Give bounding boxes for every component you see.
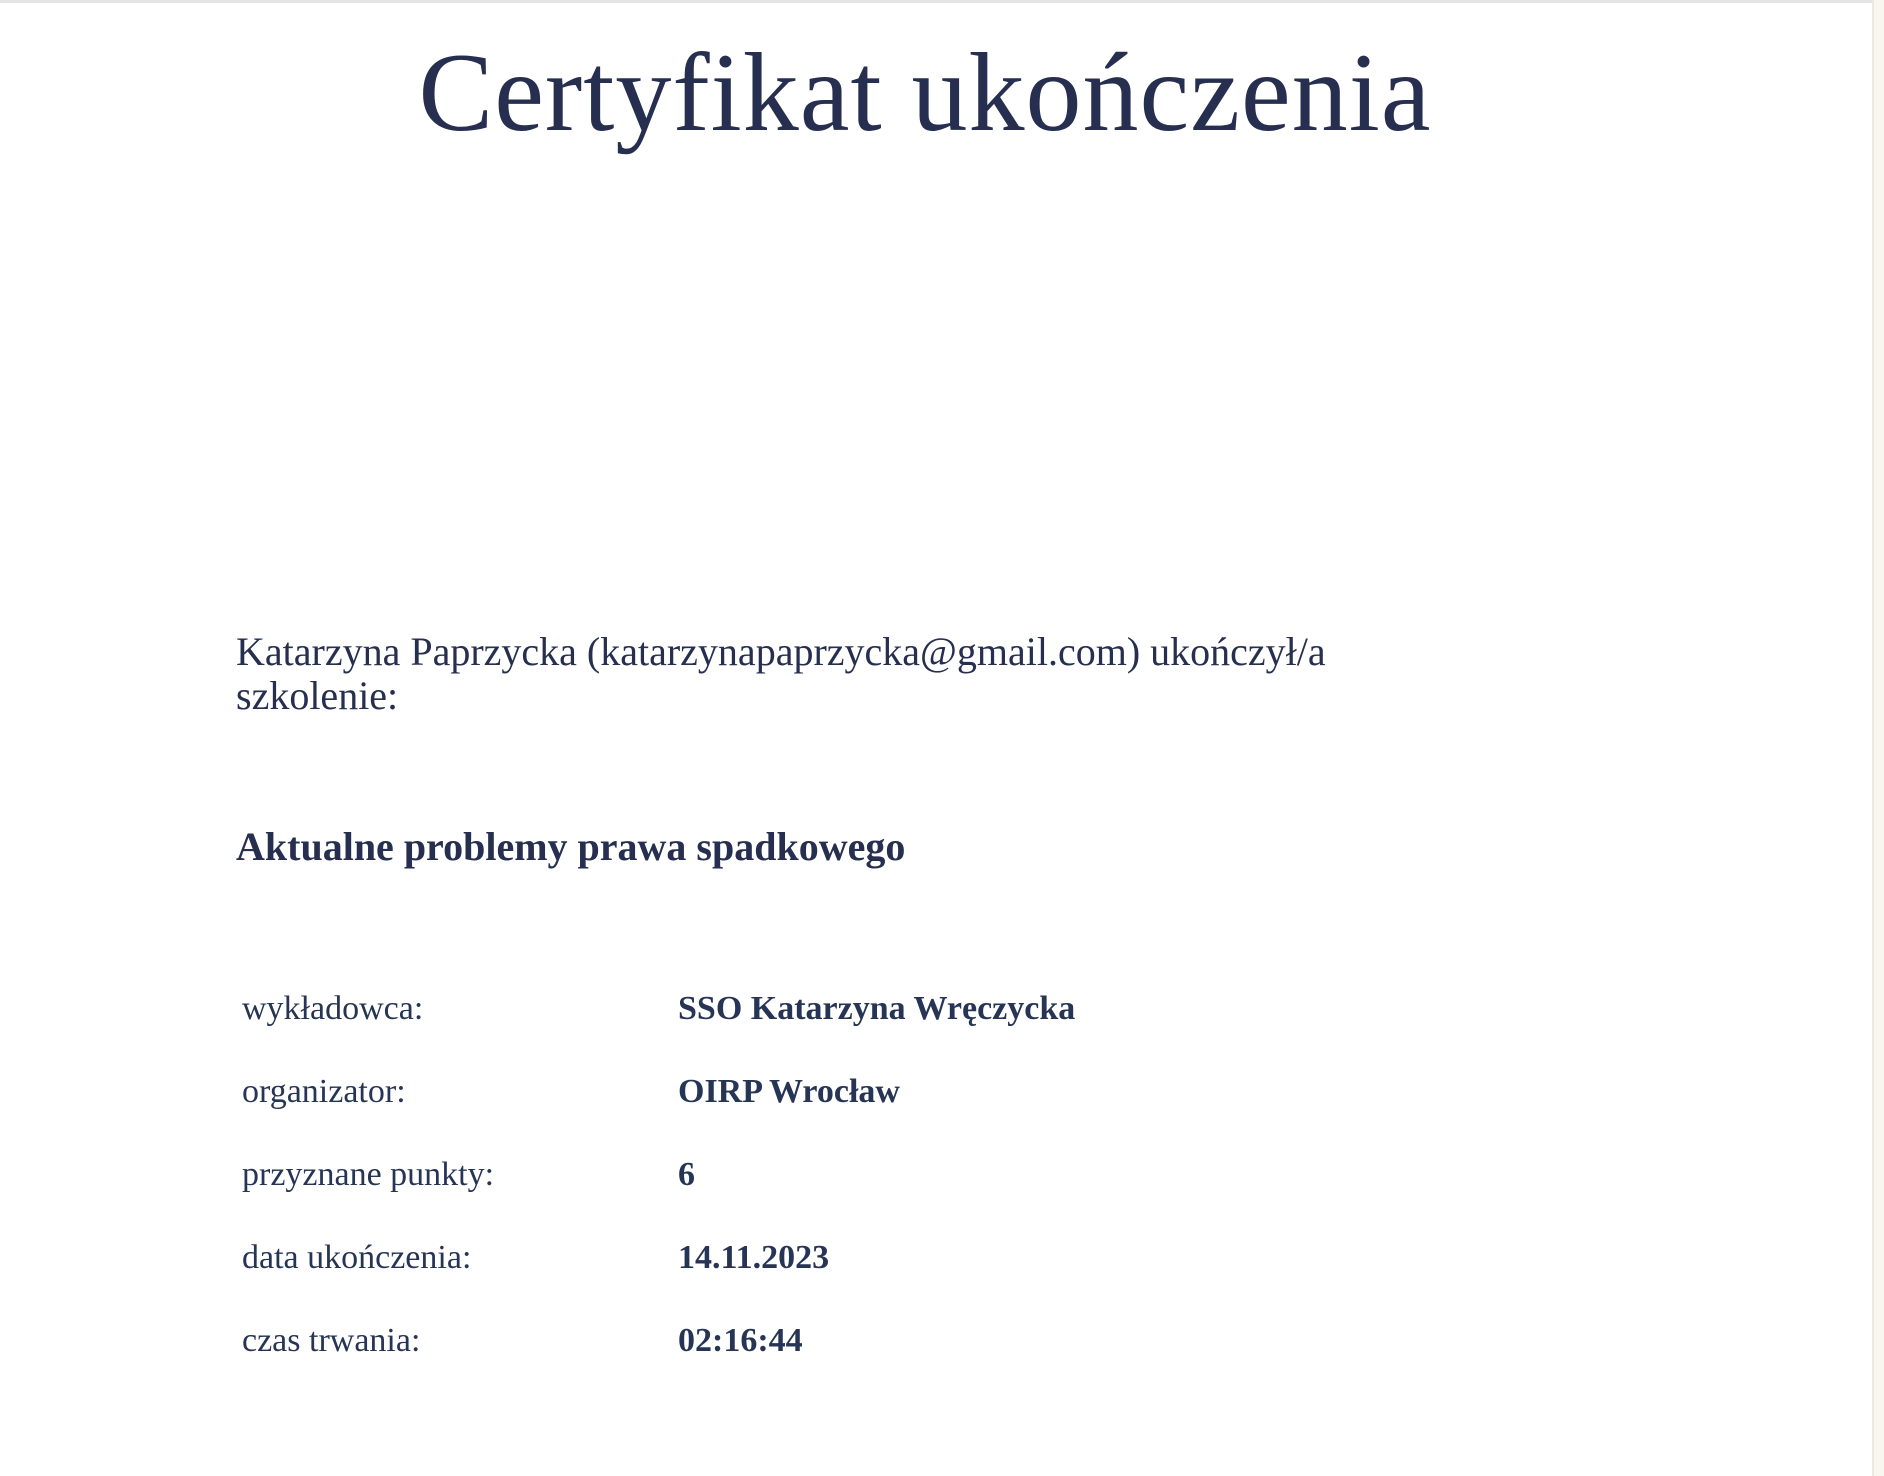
organizer-label: organizator: (242, 1073, 406, 1110)
detail-row-completion-date (242, 1239, 1342, 1322)
lecturer-value: SSO Katarzyna Wręczycka (678, 990, 1076, 1027)
top-border (0, 0, 1884, 3)
completion-date-value: 14.11.2023 (678, 1239, 830, 1276)
completion-statement: Katarzyna Paprzycka (katarzynapaprzycka@gmail.com) ukończył/a szkolenie: (236, 629, 1326, 718)
detail-row-points (242, 1156, 1342, 1239)
details-table (242, 990, 1342, 1405)
points-label: przyznane punkty: (242, 1156, 495, 1193)
duration-value: 02:16:44 (678, 1322, 803, 1359)
page-edge (1872, 0, 1884, 1476)
points-value: 6 (678, 1156, 695, 1193)
course-name: Aktualne problemy prawa spadkowego (236, 824, 906, 869)
lecturer-label: wykładowca: (242, 990, 424, 1027)
detail-row-duration (242, 1322, 1342, 1405)
detail-row-organizer (242, 1073, 1342, 1156)
certificate-title: Certyfikat ukończenia (418, 31, 1432, 155)
detail-row-lecturer (242, 990, 1342, 1073)
organizer-value: OIRP Wrocław (678, 1073, 900, 1110)
completion-date-label: data ukończenia: (242, 1239, 472, 1276)
duration-label: czas trwania: (242, 1322, 421, 1359)
